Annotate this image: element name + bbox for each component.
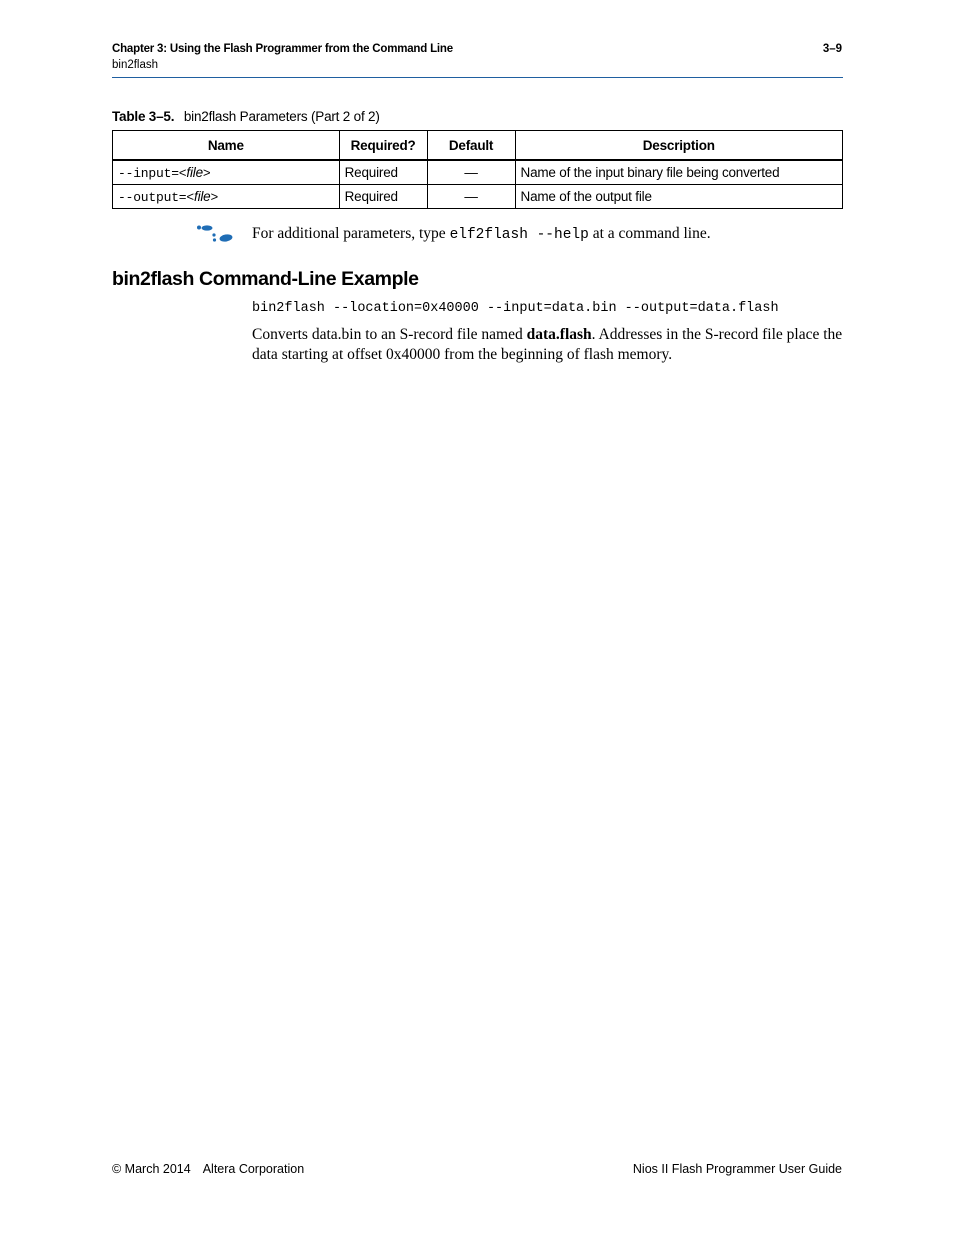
- footprints-note-icon: [196, 224, 236, 244]
- table-header-row: [113, 131, 843, 161]
- footer-guide-title: Nios II Flash Programmer User Guide: [632, 1162, 842, 1176]
- param-required-cell: Required: [339, 185, 427, 209]
- parameters-table: [112, 130, 843, 209]
- column-header-description: Description: [515, 131, 842, 161]
- param-description-cell: Name of the output file: [515, 185, 842, 209]
- param-default-cell: —: [427, 185, 515, 209]
- note-code: elf2flash --help: [449, 227, 589, 243]
- footer-date: © March 2014: [112, 1162, 191, 1176]
- note-text-after: at a command line.: [588, 225, 711, 242]
- param-required-cell: Required: [339, 160, 427, 185]
- table-caption-number: Table 3–5.: [112, 109, 175, 124]
- note-text: [252, 225, 711, 243]
- param-name-prefix: --output=<: [118, 189, 195, 205]
- table-row: [113, 160, 843, 185]
- param-default-cell: —: [427, 160, 515, 185]
- param-name-cell: [113, 185, 340, 209]
- section-heading: bin2flash Command-Line Example: [112, 268, 419, 290]
- example-command: bin2flash --location=0x40000 --input=data.bin --output=data.flash: [252, 301, 779, 316]
- header-chapter-title: Chapter 3: Using the Flash Programmer from the Command Line: [112, 43, 453, 55]
- header-divider: [112, 77, 843, 78]
- param-description-cell: Name of the input binary file being converted: [515, 160, 842, 185]
- column-header-name: Name: [113, 131, 340, 161]
- table-caption-title: bin2flash Parameters (Part 2 of 2): [183, 109, 380, 124]
- example-desc-before: Converts data.bin to an S-record file named: [252, 326, 527, 343]
- footer-left: [112, 1162, 304, 1176]
- column-header-required: Required?: [339, 131, 427, 161]
- header-page-number: 3–9: [822, 43, 842, 55]
- param-name-suffix: >: [210, 189, 219, 205]
- table-caption: [112, 109, 380, 124]
- example-desc-filename: data.flash: [526, 326, 592, 343]
- example-desc-after: . Addresses in the S-record file place the data starting at offset 0x40000 from the beginning of flash memory.: [252, 326, 843, 363]
- table-row: [113, 185, 843, 209]
- example-description: [252, 325, 844, 364]
- footer-company: Altera Corporation: [202, 1162, 305, 1176]
- header-section-name: bin2flash: [112, 59, 159, 71]
- param-name-arg: file: [194, 188, 211, 204]
- note-text-before: For additional parameters, type: [252, 225, 450, 242]
- param-name-cell: [113, 160, 340, 185]
- column-header-default: Default: [427, 131, 515, 161]
- param-name-arg: file: [186, 164, 203, 180]
- param-name-suffix: >: [202, 165, 211, 181]
- param-name-prefix: --input=<: [118, 165, 187, 181]
